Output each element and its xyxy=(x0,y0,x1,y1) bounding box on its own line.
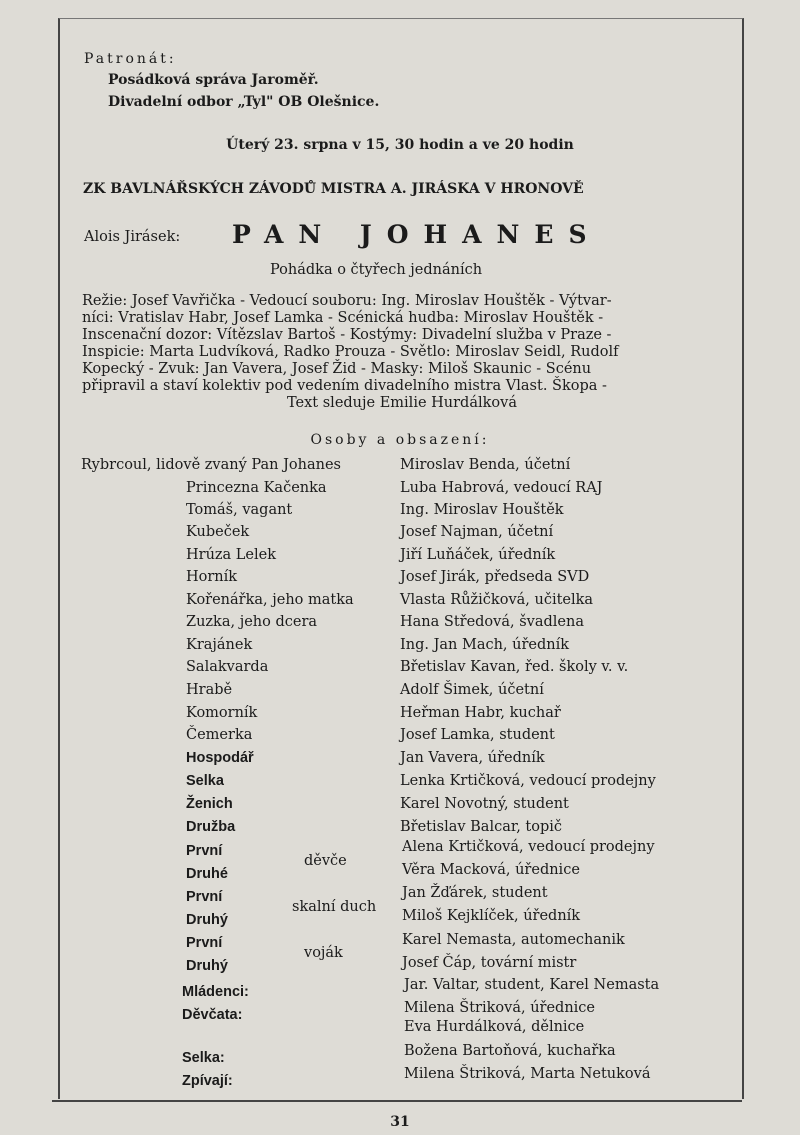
performance-date: Úterý 23. srpna v 15, 30 hodin a ve 20 hodin xyxy=(226,137,574,153)
cast-role: Salakvarda xyxy=(186,659,269,675)
group-second: Druhý xyxy=(186,912,228,928)
cast-actor: Jan Žďárek, student xyxy=(402,885,548,901)
cast-actor: Božena Bartoňová, kuchařka xyxy=(404,1043,616,1059)
group-label: děvče xyxy=(304,853,347,869)
cast-heading: Osoby a obsazení: xyxy=(310,432,490,448)
cast-actor: Hana Středová, švadlena xyxy=(400,614,584,630)
patronage-line-1: Posádková správa Jaroměř. xyxy=(108,72,319,88)
cast-role: Komorník xyxy=(186,705,258,721)
cast-actor: Luba Habrová, vedoucí RAJ xyxy=(400,480,603,496)
credits-block xyxy=(82,293,722,412)
cast-role: Čemerka xyxy=(186,727,253,743)
selka-label: Selka: xyxy=(182,1050,225,1066)
patronage-line-2: Divadelní odbor „Tyl" OB Olešnice. xyxy=(108,94,380,110)
cast-actor: Břetislav Balcar, topič xyxy=(400,819,563,835)
play-title: PAN JOHANES xyxy=(232,220,602,249)
cast-actor: Alena Krtičková, vedoucí prodejny xyxy=(402,839,655,855)
cast-actor: Josef Čáp, tovární mistr xyxy=(402,955,577,971)
group-label: skalní duch xyxy=(292,899,377,915)
cast-actor: Karel Novotný, student xyxy=(400,796,569,812)
cast-actor: Josef Jirák, předseda SVD xyxy=(400,569,590,585)
credits-line: Režie: Josef Vavřička - Vedoucí souboru: Ing. Miroslav Houštěk - Výtvar- xyxy=(82,293,612,309)
cast-actor: Břetislav Kavan, řed. školy v. v. xyxy=(400,659,629,675)
bottom-rule xyxy=(52,1100,742,1102)
cast-role: Hospodář xyxy=(186,750,254,766)
cast-actor: Milena Štriková, Marta Netuková xyxy=(404,1066,651,1082)
cast-role: Hrabě xyxy=(186,682,233,698)
cast-actor: Adolf Šimek, účetní xyxy=(400,682,544,698)
cast-role: Zuzka, jeho dcera xyxy=(186,614,318,630)
cast-actor: Jan Vavera, úředník xyxy=(400,750,545,766)
cast-actor: Vlasta Růžičková, učitelka xyxy=(400,592,594,608)
group-second: Druhé xyxy=(186,866,228,882)
credits-line: připravil a staví kolektiv pod vedením divadelního mistra Vlast. Škopa - xyxy=(82,378,607,394)
cast-role: Horník xyxy=(186,569,238,585)
mladenci-label: Mládenci: xyxy=(182,984,249,1000)
cast-actor: Eva Hurdálková, dělnice xyxy=(404,1019,585,1035)
cast-actor: Miroslav Benda, účetní xyxy=(400,457,571,473)
cast-actor: Ing. Miroslav Houštěk xyxy=(400,502,564,518)
cast-actor: Josef Najman, účetní xyxy=(400,524,554,540)
group-first: První xyxy=(186,843,223,859)
cast-role: Hrúza Lelek xyxy=(186,547,277,563)
cast-role: Tomáš, vagant xyxy=(186,502,293,518)
credits-line: Inscenační dozor: Vítězslav Bartoš - Kostýmy: Divadelní služba v Praze - xyxy=(82,327,612,343)
group-second: Druhý xyxy=(186,958,228,974)
devcata-label: Děvčata: xyxy=(182,1007,243,1023)
cast-role: Selka xyxy=(186,773,224,789)
cast-role: Rybrcoul, lidově zvaný Pan Johanes xyxy=(81,457,341,473)
cast-actor: Karel Nemasta, automechanik xyxy=(402,932,625,948)
cast-role: Družba xyxy=(186,819,236,835)
cast-actor: Milena Štriková, úřednice xyxy=(404,1000,596,1016)
cast-role: Kořenářka, jeho matka xyxy=(186,592,354,608)
zpivaji-label: Zpívají: xyxy=(182,1073,233,1089)
cast-role: Ženich xyxy=(186,796,233,812)
cast-actor: Josef Lamka, student xyxy=(400,727,555,743)
cast-actor: Jiří Luňáček, úředník xyxy=(400,547,556,563)
group-label: voják xyxy=(304,945,343,961)
cast-role: Kubeček xyxy=(186,524,250,540)
cast-actor: Heřman Habr, kuchař xyxy=(400,705,561,721)
ensemble-name: ZK BAVLNÁŘSKÝCH ZÁVODŮ MISTRA A. JIRÁSKA V HRONOVĚ xyxy=(83,181,584,197)
credits-line: Kopecký - Zvuk: Jan Vavera, Josef Žid - Masky: Miloš Skaunic - Scénu xyxy=(82,361,592,377)
cast-role: Krajánek xyxy=(186,637,253,653)
credits-line: Text sleduje Emilie Hurdálková xyxy=(287,395,517,411)
cast-actor: Miloš Kejklíček, úředník xyxy=(402,908,581,924)
group-first: První xyxy=(186,889,223,905)
play-subtitle: Pohádka o čtyřech jednáních xyxy=(270,262,483,278)
cast-actor: Lenka Krtičková, vedoucí prodejny xyxy=(400,773,656,789)
cast-actor: Věra Macková, úřednice xyxy=(402,862,580,878)
author: Alois Jirásek: xyxy=(84,229,181,245)
patronage-label: Patronát: xyxy=(84,51,177,67)
cast-actor: Jar. Valtar, student, Karel Nemasta xyxy=(404,977,660,993)
cast-role: Princezna Kačenka xyxy=(186,480,327,496)
group-first: První xyxy=(186,935,223,951)
page-number: 31 xyxy=(390,1114,410,1130)
credits-line: níci: Vratislav Habr, Josef Lamka - Scénická hudba: Miroslav Houštěk - xyxy=(82,310,604,326)
cast-actor: Ing. Jan Mach, úředník xyxy=(400,637,570,653)
credits-line: Inspicie: Marta Ludvíková, Radko Prouza - Světlo: Miroslav Seidl, Rudolf xyxy=(82,344,619,360)
